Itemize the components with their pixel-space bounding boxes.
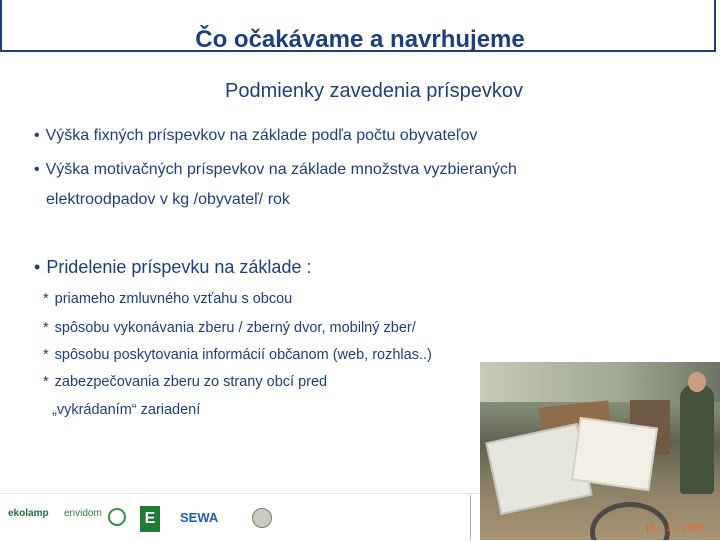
subitem-marker: * (43, 347, 49, 363)
subitem-marker: * (43, 374, 49, 390)
waste-photo (480, 362, 720, 540)
subitem (43, 374, 327, 390)
subitem (43, 291, 292, 307)
bullet-fixed-contributions (34, 127, 477, 145)
envidom-logo: envidom (64, 508, 102, 519)
subitem-text: spôsobu poskytovania informácií občanom (web, rozhlas..) (54, 347, 432, 363)
bullet-marker: • (34, 257, 41, 277)
bullet-text: Pridelenie príspevku na základe : (46, 257, 312, 277)
bullet-text: Výška motivačných príspevkov na základe množstva vyzbieraných (45, 161, 517, 178)
photo-person-head (688, 372, 706, 392)
ekolamp-logo: ekolamp (8, 508, 49, 519)
bullet-motivational-contributions (34, 161, 517, 179)
subitem-continuation: „vykrádaním“ zariadení (52, 402, 201, 418)
photo-wheel (590, 502, 670, 540)
bullet-allocation (34, 257, 311, 278)
subitem-marker: * (43, 320, 49, 336)
slide-title: Čo očakávame a navrhujeme (195, 26, 525, 53)
slide-subtitle: Podmienky zavedenia príspevkov (225, 80, 523, 102)
subitem (43, 320, 416, 336)
e-logo: E (140, 506, 160, 532)
bullet-text: Výška fixných príspevkov na základe podľa počtu obyvateľov (45, 127, 478, 144)
bullet-marker: • (34, 127, 40, 144)
footer-divider (470, 495, 471, 540)
sewa-logo: SEWA (180, 510, 219, 525)
subitem-text: priameho zmluvného vzťahu s obcou (54, 291, 293, 307)
subitem-text: zabezpečovania zberu zo strany obcí pred (54, 374, 328, 390)
seal-logo (252, 508, 272, 528)
bullet-marker: • (34, 161, 40, 178)
subitem-text: spôsobu vykonávania zberu / zberný dvor, mobilný zber/ (54, 320, 416, 336)
photo-appliance (571, 417, 658, 491)
photo-date-stamp: 13. 1. 2005 (644, 524, 704, 534)
recycle-icon (108, 508, 126, 526)
subitem (43, 347, 432, 363)
bullet-continuation: elektroodpadov v kg /obyvateľ/ rok (46, 191, 290, 208)
subitem-marker: * (43, 291, 49, 307)
photo-person (680, 384, 714, 494)
